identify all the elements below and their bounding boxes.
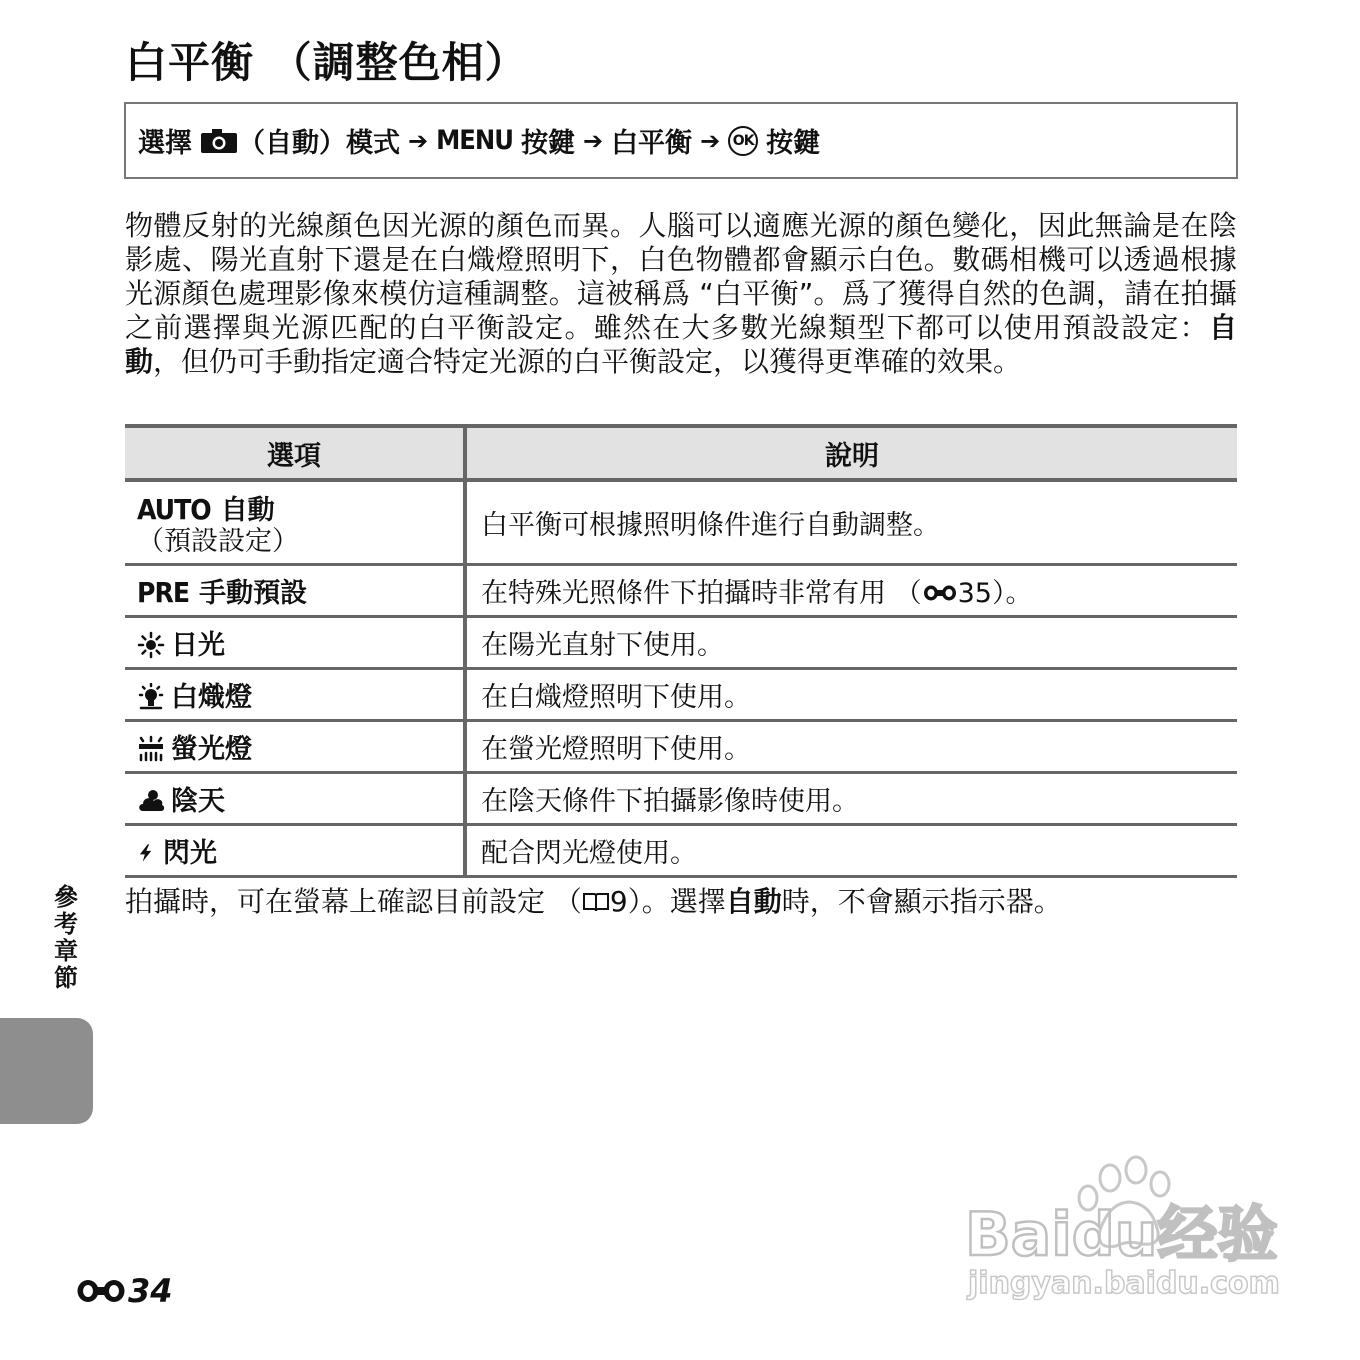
option-label: 陰天 xyxy=(171,785,225,817)
intro-bold-auto: 自動 xyxy=(125,311,1237,378)
preset-code-icon: PRE xyxy=(137,575,190,609)
table-row xyxy=(125,480,1237,564)
note-text-3: 時，不會顯示指示器。 xyxy=(781,885,1062,918)
description-cell xyxy=(465,564,1237,616)
option-label: 自動 xyxy=(220,494,275,526)
auto-code-icon: AUTO xyxy=(137,492,211,526)
table-row xyxy=(125,824,1237,876)
note-bold-auto: 自動 xyxy=(725,885,782,918)
table-row xyxy=(125,668,1237,720)
arrow-icon: ➔ xyxy=(700,126,721,155)
option-cell xyxy=(125,772,465,824)
flash-icon xyxy=(137,839,157,867)
description-cell: 在白熾燈照明下使用。 xyxy=(465,668,1237,720)
description-cell: 配合閃光燈使用。 xyxy=(465,824,1237,876)
table-row xyxy=(125,720,1237,772)
option-cell xyxy=(125,616,465,668)
watermark-brand: Baidu经验 xyxy=(965,1200,1278,1270)
arrow-icon: ➔ xyxy=(408,126,429,155)
note-text-2: ）。選擇 xyxy=(627,885,726,918)
reference-section-icon xyxy=(923,584,957,602)
intro-paragraph xyxy=(125,209,1237,379)
description-text: ）。 xyxy=(991,577,1033,609)
fluorescent-icon xyxy=(137,735,165,763)
menu-button-label: MENU xyxy=(436,125,513,156)
nav-mode-label: （自動）模式 xyxy=(238,128,400,159)
reference-page-link[interactable]: 35 xyxy=(957,577,992,609)
page-title: 白平衡 （調整色相） xyxy=(125,38,528,87)
option-cell xyxy=(125,720,465,772)
page-number-text: 34 xyxy=(128,1272,173,1310)
option-cell xyxy=(125,824,465,876)
nav-white-balance-label: 白平衡 xyxy=(611,128,693,159)
option-sublabel: （預設設定） xyxy=(137,525,299,557)
description-cell: 在陽光直射下使用。 xyxy=(465,616,1237,668)
note-reference-link[interactable]: 9 xyxy=(609,885,628,918)
description-cell: 在陰天條件下拍攝影像時使用。 xyxy=(465,772,1237,824)
white-balance-options-table xyxy=(125,424,1237,878)
header-description: 說明 xyxy=(465,426,1237,480)
table-row xyxy=(125,616,1237,668)
arrow-icon: ➔ xyxy=(582,126,604,155)
sun-icon xyxy=(137,631,165,659)
book-reference-icon xyxy=(582,891,610,913)
option-label: 白熾燈 xyxy=(171,681,252,713)
option-cell xyxy=(125,668,465,720)
cloud-icon xyxy=(137,787,165,815)
chapter-side-label: 參考章節 xyxy=(54,883,78,992)
baidu-watermark xyxy=(960,1150,1290,1320)
description-text: 在特殊光照條件下拍攝時非常有用 （ xyxy=(481,577,922,609)
table-row xyxy=(125,772,1237,824)
ok-button-icon: OK xyxy=(728,126,758,156)
intro-text-1: 物體反射的光線顏色因光源的顏色而異。人腦可以適應光源的顏色變化，因此無論是在陰影處、陽光直射下還是在白熾燈照明下，白色物體都會顯示白色。數碼相機可以透過根據光源顏色處理影像來模仿這種調整。這被稱爲 “白平衡”。爲了獲得自然的色調，請在拍攝之前選擇與光源匹配的白平衡設定。雖然在大多數光線類型下都可以使用預設設定： xyxy=(125,209,1237,344)
page-number xyxy=(76,1272,173,1310)
chapter-tab xyxy=(0,1018,93,1124)
description-cell: 在螢光燈照明下使用。 xyxy=(465,720,1237,772)
watermark-url: jingyan.baidu.com xyxy=(968,1266,1280,1301)
option-label: 螢光燈 xyxy=(171,733,252,765)
option-label: 日光 xyxy=(171,629,225,661)
incandescent-bulb-icon xyxy=(137,683,165,711)
option-cell xyxy=(125,564,465,616)
nav-select-label: 選擇 xyxy=(138,128,192,159)
table-header-row xyxy=(125,426,1237,480)
header-option: 選項 xyxy=(125,426,465,480)
camera-auto-mode-icon xyxy=(200,128,238,154)
description-cell: 白平衡可根據照明條件進行自動調整。 xyxy=(465,480,1237,564)
note-text-1: 拍攝時，可在螢幕上確認目前設定 （ xyxy=(125,885,582,918)
option-label: 閃光 xyxy=(163,837,217,869)
note-paragraph xyxy=(125,884,1237,920)
table-row xyxy=(125,564,1237,616)
nav-button-label-1: 按鍵 xyxy=(520,128,575,159)
menu-path-box xyxy=(124,102,1238,179)
intro-text-2: ，但仍可手動指定適合特定光源的白平衡設定，以獲得更準確的效果。 xyxy=(153,345,1022,378)
option-label: 手動預設 xyxy=(199,577,308,609)
nav-button-label-2: 按鍵 xyxy=(766,128,821,159)
reference-section-icon xyxy=(76,1278,126,1304)
option-cell xyxy=(125,480,465,564)
